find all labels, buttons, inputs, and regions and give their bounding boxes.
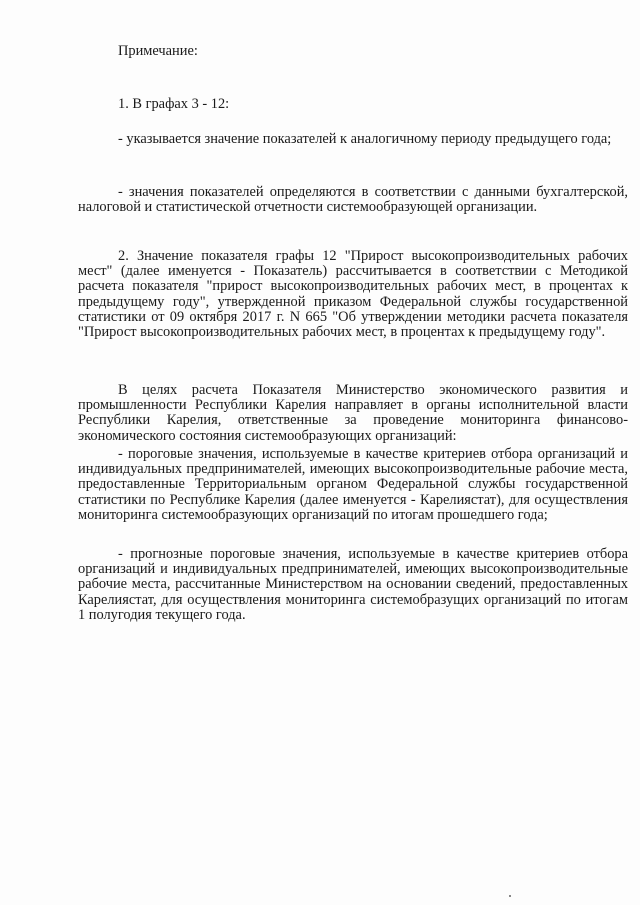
- scan-speck: [509, 895, 511, 897]
- note-item-1: 1. В графах 3 - 12:: [118, 96, 230, 112]
- note-title: Примечание:: [118, 43, 198, 59]
- note-bullet-1: - указывается значение показателей к аналогичному периоду предыдущего года;: [118, 131, 612, 147]
- paragraph-calculation-procedure: В целях расчета Показателя Министерство экономического развития и промышленности Республики Карелия направляет в органы исполнительной власти Республики Карелия, ответственные за проведение мониторинга финансово-экономического состояния системообразующих организаций:: [78, 382, 628, 444]
- note-bullet-2: - значения показателей определяются в соответствии с данными бухгалтерской, налоговой и статистической отчетности системообразующей организации.: [78, 184, 628, 216]
- sub-item-threshold-values: - пороговые значения, используемые в качестве критериев отбора организаций и индивидуальных предпринимателей, имеющих высокопроизводительные рабочие места, предоставленные Территориальным органом Федеральной службы государственной статистики по Республике Карелия (далее именуется - Карелиястат), для осуществления мониторинга системообразующих организаций по итогам прошедшего года;: [78, 446, 628, 523]
- note-item-2: 2. Значение показателя графы 12 "Прирост высокопроизводительных рабочих мест" (далее именуется - Показатель) рассчитывается в соответствии с Методикой расчета показателя "прирост высокопроизводительных рабочих мест, в процентах к предыдущему году", утвержденной приказом Федеральной службы государственной статистики от 09 октября 2017 г. N 665 "Об утверждении методики расчета показателя "Прирост высокопроизводительных рабочих мест, в процентах к предыдущему году".: [78, 248, 628, 341]
- sub-item-forecast-threshold-values: - прогнозные пороговые значения, используемые в качестве критериев отбора организаций и индивидуальных предпринимателей, имеющих высокопроизводительные рабочие места, рассчитанные Министерством на основании сведений, предоставленных Карелиястат, для осуществления мониторинга системобразущих организаций по итогам 1 полугодия текущего года.: [78, 546, 628, 623]
